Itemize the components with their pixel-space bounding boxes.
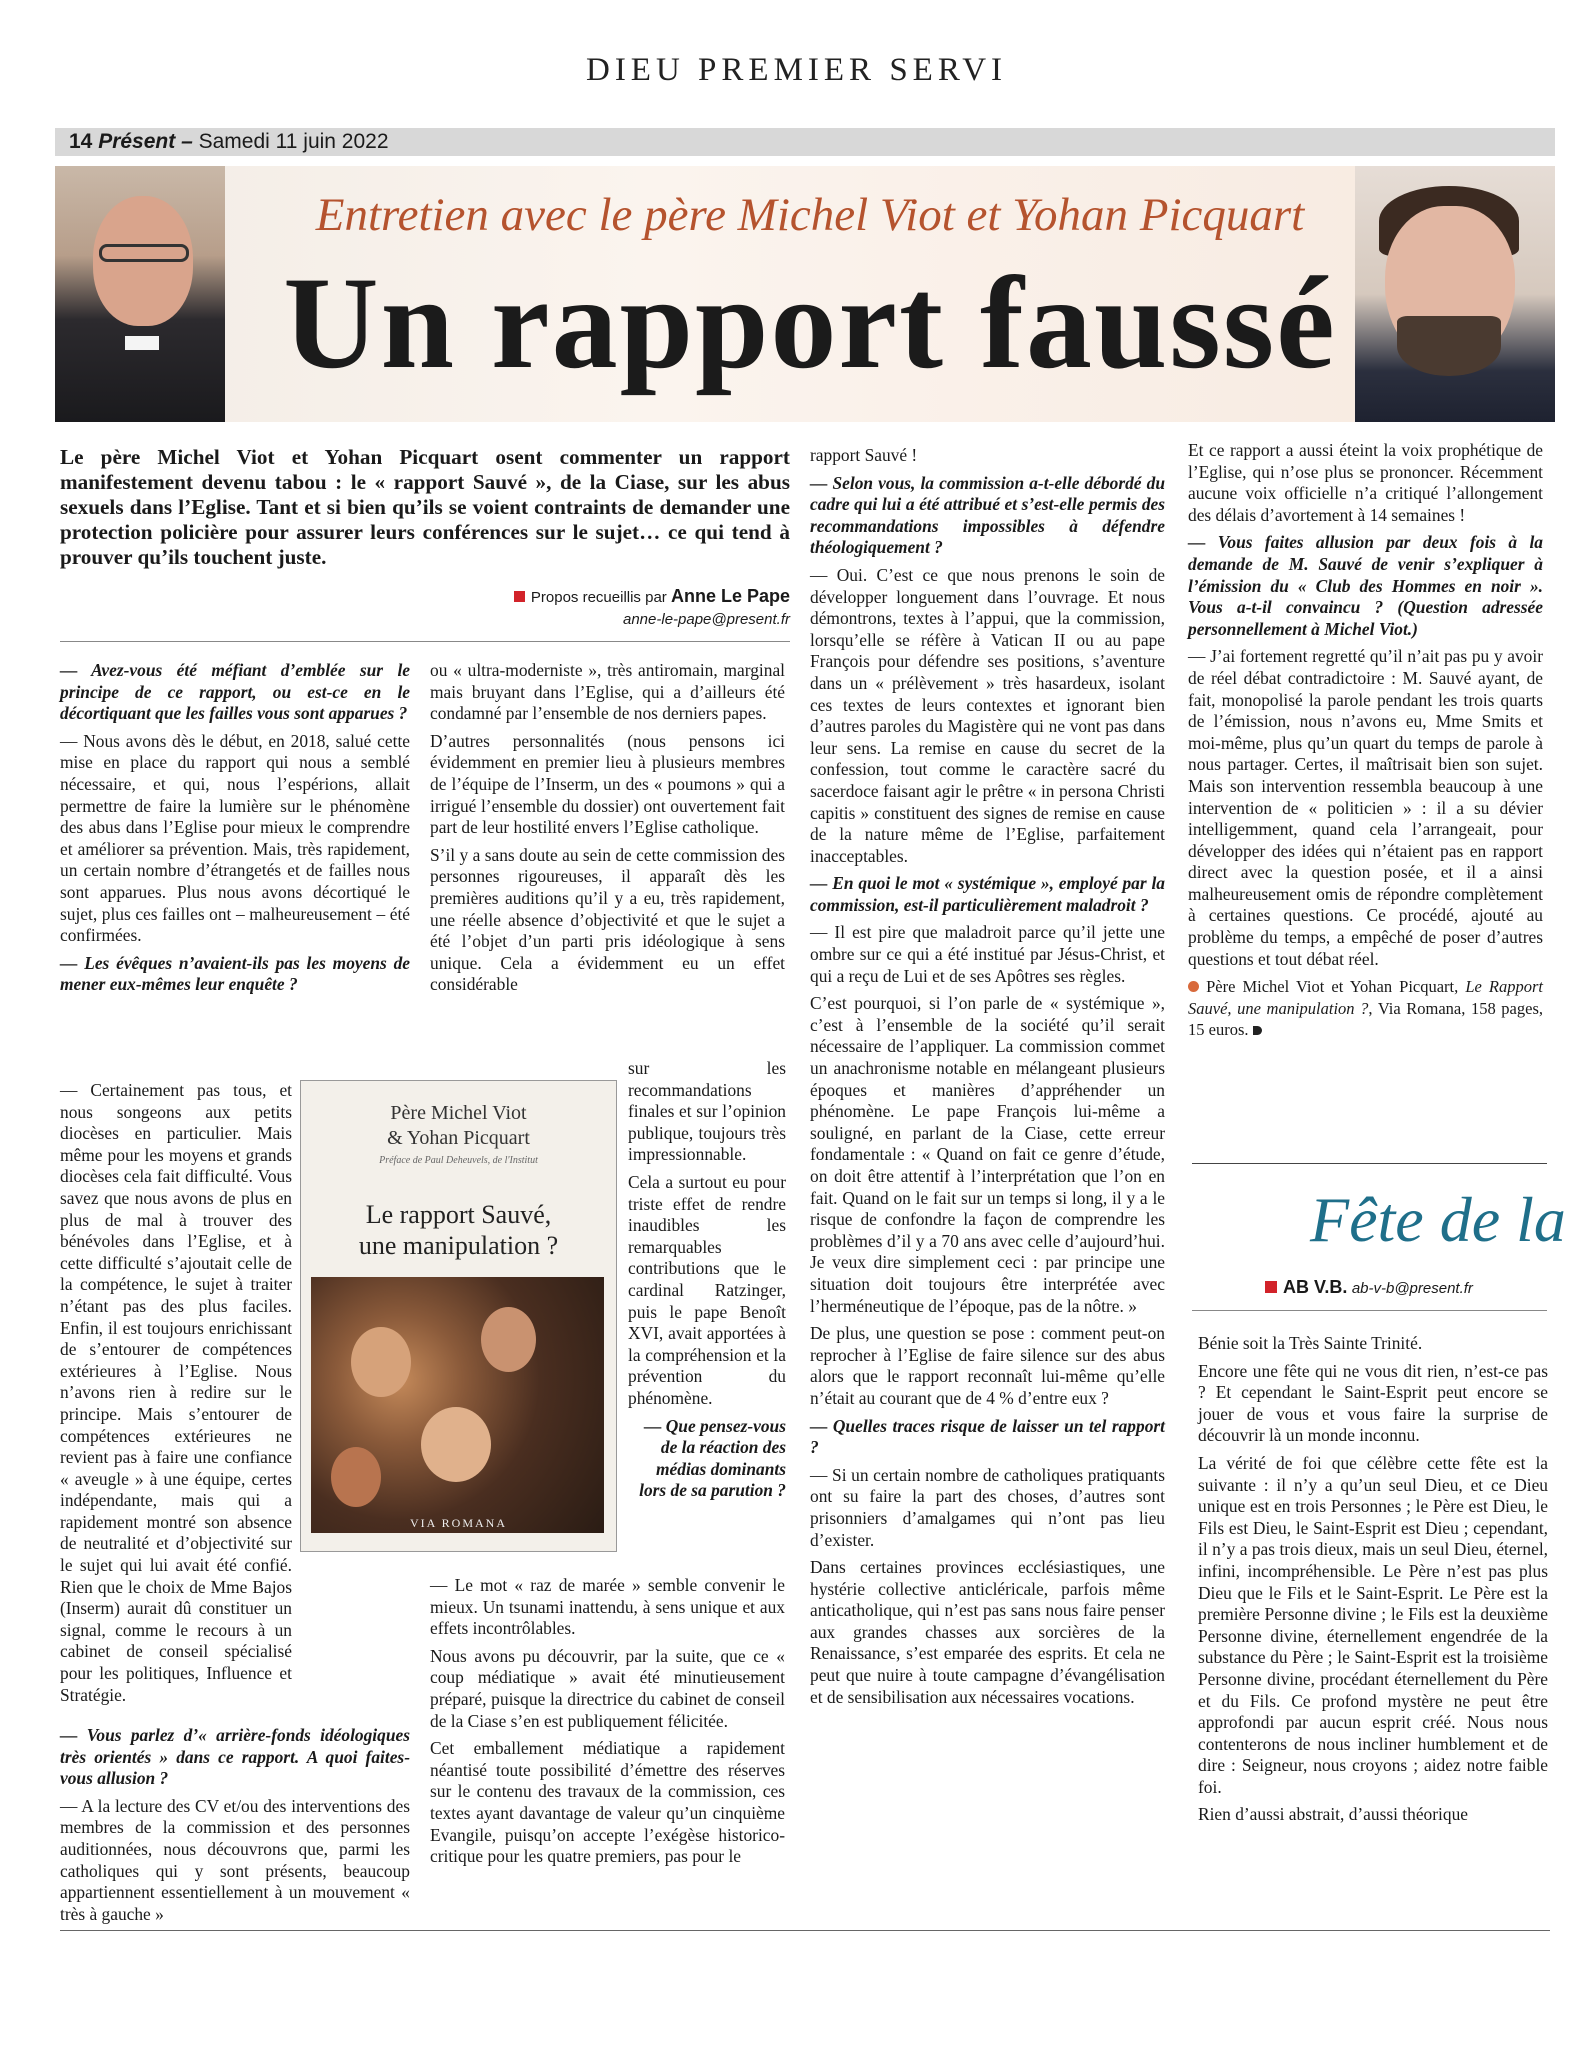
fete-email[interactable]: ab-v-b@present.fr	[1351, 1280, 1473, 1297]
paragraph: rapport Sauvé !	[810, 445, 918, 465]
paragraph: D’autres personnalités (nous pensons ici évidemment en premier lieu à plusieurs membres de l’équipe de l’Inserm, un des « poumons » qui a irrigué l’ensemble du dossier) ont ouvertement fait part de leur hostilité envers l’Eglise catholique.	[430, 730, 785, 838]
book-reference-details: , Via Romana, 158 pages, 15 euros.	[1188, 998, 1543, 1040]
book-author-line: & Yohan Picquart	[387, 1127, 530, 1149]
book-preface: Préface de Paul Deheuvels, de l'Institut	[379, 1155, 538, 1166]
paragraph: Et ce rapport a aussi éteint la voix prophétique de l’Eglise, qui n’ose plus se prononcer. Récemment aucune voix officielle n’a critiqué l’allongement des délais d’avortement à 14 semaines !	[1188, 440, 1543, 525]
column-2-side	[628, 1058, 786, 1508]
column-2	[430, 660, 785, 1002]
column-2-bottom	[430, 1575, 785, 1874]
article-lede: Le père Michel Viot et Yohan Picquart osent commenter un rapport manifestement devenu tabou : le « rapport Sauvé », de la Ciase, sur les abus sexuels dans l’Eglise. Tant et si bien qu’ils se voient contraints de demander une protection policière pour assurer leurs conférences sur le sujet… ce qui tend à prouver qu’ils touchent juste.	[60, 445, 790, 569]
answer: — Nous avons dès le début, en 2018, salué cette mise en place du rapport qui nous a semblé nécessaire, et qui, nous l’espérions, allait permettre de faire la lumière sur le phénomène des abus dans l’Eglise pour mieux le comprendre et améliorer sa prévention. Mais, très rapidement, un certain nombre d’étrangetés et de failles nous sont apparues. Plus nous avons décortiqué le sujet, plus ces failles ont – malheureusement – été confirmées.	[60, 730, 410, 946]
page-bottom-rule	[60, 1930, 1550, 1931]
fete-divider	[1192, 1310, 1547, 1311]
page-number: 14	[69, 130, 93, 153]
portrait-michel-viot	[55, 166, 225, 422]
column-4	[1188, 440, 1543, 1047]
issue-date: Samedi 11 juin 2022	[198, 130, 389, 153]
book-reference	[1188, 976, 1543, 1041]
byline-author: Anne Le Pape	[670, 586, 790, 606]
portrait-yohan-picquart	[1355, 166, 1555, 422]
answer: — A la lecture des CV et/ou des interventions des membres de la commission et des personnes auditionnées, nous découvrons que, parmi les catholiques qui y sont présents, beaucoup appartiennent essentiellement à un mouvement « très à gauche »	[60, 1795, 410, 1924]
fete-author: AB V.B.	[1283, 1277, 1348, 1297]
question: — Les évêques n’avaient-ils pas les moyens de mener eux-mêmes leur enquête ?	[60, 952, 410, 995]
fete-byline	[1265, 1277, 1555, 1298]
book-author-line: Père Michel Viot	[390, 1102, 527, 1124]
section-rubric: DIEU PREMIER SERVI	[585, 52, 1008, 88]
paragraph: C’est pourquoi, si l’on parle de « systémique », c’est à l’ensemble de la société qu’il serait nécessaire de l’appliquer. La commission commet un anachronisme notable en mélangeant plusieurs époques et manières d’appréhender un phénomène. Le pape François lui-même a souligné, en parlant de la Ciase, cette erreur fondamentale : « Quand on fait ce genre d’étude, on doit être attentif à l’interprétation que l’on en fait. Quand on le fait sur un temps si long, il y a le risque de confondre la façon de comprendre les problèmes d’il y a 70 ans avec celle d’aujourd’hui. Je veux dire simplement ceci : par principe une situation doit toujours être interprétée avec l’herméneutique de l’époque, pas de la nôtre. »	[810, 993, 1165, 1316]
book-cover	[300, 1080, 617, 1552]
column-1-narrow	[60, 1080, 292, 1712]
byline-email[interactable]: anne-le-pape@present.fr	[623, 611, 790, 628]
byline	[60, 585, 790, 631]
answer: — Oui. C’est ce que nous prenons le soin de développer longuement dans l’ouvrage. Et nous démontrons, textes à l’appui, que la commission, lorsqu’elle se réfère à Vatican II ou au pape François pour défendre ses positions, s’aventure dans un « prélèvement » très hasardeux, isolant ces textes de leurs contextes et ignorant bien d’autres paroles du Magistère qui ne vont pas dans leur sens. La remise en cause du secret de la confession, tout comme le caractère sacré du sacerdoce faisant agir le prêtre « in persona Christi capitis » constituent des signes de remise en cause de la nature même de l’Eglise, parfaitement inacceptables.	[810, 564, 1165, 866]
book-title	[301, 1199, 616, 1261]
paragraph: S’il y a sans doute au sein de cette commission des personnes rigoureuses, il apparaît dès les premières auditions qu’il y a eu, très rapidement, une réelle absence d’objectivité et que le sujet a été l’objet d’un parti pris idéologique à sens unique. Cela a évidemment eu un effet considérable	[430, 844, 785, 995]
byline-marker-icon	[1265, 1281, 1277, 1293]
question: — Vous parlez d’« arrière-fonds idéologiques très orientés » dans ce rapport. A quoi faites-vous allusion ?	[60, 1725, 410, 1789]
byline-prefix: Propos recueillis par	[530, 589, 667, 606]
book-reference-title: Le Rapport Sauvé, une manipulation ?	[1188, 977, 1543, 1018]
byline-divider	[60, 641, 790, 642]
answer: — J’ai fortement regretté qu’il n’ait pas pu y avoir de réel débat contradictoire : M. Sauvé ayant, de fait, monopolisé la parole pendant les trois quarts de l’émission, nous n’avons eu, Mme Smits et moi-même, plus qu’un quart du temps de parole à nous partager. Certes, il maîtrisait bien son sujet. Mais son intervention ressembla beaucoup à une intervention de « politicien » : il a su dévier intelligemment, quand cela l’arrangeait, pour développer des idées qui n’étaient pas en rapport direct avec la question posée, et il a ainsi malheureusement omis de répondre complètement à certaines questions. Ce procédé, ajouté au problème du temps, a empêché de poser d’autres questions et tout débat réel.	[1188, 646, 1543, 969]
paragraph: ou « ultra-moderniste », très antiromain, marginal mais bruyant dans l’Eglise, qui a d’ailleurs été condamné par l’ensemble de nos derniers papes.	[430, 660, 785, 724]
answer: — Certainement pas tous, et nous songeons aux petits diocèses en particulier. Mais même pour les moyens et grands diocèses cela fait difficulté. Vous savez que nous avons de plus en plus de mal à trouver des bénévoles dans l’Eglise, et à cette difficulté s’ajoutait celle de la compétence, le sujet à traiter n’étant pas des plus faciles. Enfin, il est toujours enrichissant de s’entourer de compétences extérieures à l’Eglise. Nous n’avons rien à redire sur le principe. Mais s’entourer de compétences extérieures ne revient pas à faire une confiance « aveugle » à une équipe, certes indépendante, mais qui a rapidement montré son absence de neutralité et d’objectivité sur le sujet qui lui avait été confié. Rien que le choix de Mme Bajos (Inserm) aurait dû constituer un signal, comme le recours à un cabinet de conseil spécialisé pour les politiques, Influence et Stratégie.	[60, 1080, 292, 1705]
book-title-line: Le rapport Sauvé,	[365, 1200, 552, 1229]
byline-marker-icon	[514, 591, 525, 602]
paragraph: De plus, une question se pose : comment peut-on reprocher à l’Eglise de faire silence sur des abus alors que le rapport reconnaît lui-même qu’elle n’était au courant que de 4 % d’entre eux ?	[810, 1323, 1165, 1408]
article-headline: Un rapport faussé	[283, 249, 1337, 396]
paragraph: sur les recommandations finales et sur l’opinion publique, toujours très impressionnable.	[628, 1058, 786, 1165]
paragraph: Cet emballement médiatique a rapidement néantisé toute possibilité d’émettre des réserves sur le contenu des travaux de la commission, ces textes ayant davantage de valeur qu’un cinquième Evangile, puisqu’on accepte l’exégèse historico-critique pour les quatre premiers, pas pour le	[430, 1738, 785, 1867]
page-folio	[55, 128, 1555, 156]
fete-column	[1198, 1333, 1548, 1832]
answer: — Le mot « raz de marée » semble convenir le mieux. Un tsunami inattendu, à sens unique et aux effets incontrôlables.	[430, 1575, 785, 1639]
book-reference-authors: Père Michel Viot et Yohan Picquart,	[1206, 977, 1459, 997]
question: — Vous faites allusion par deux fois à la demande de M. Sauvé de venir s’expliquer à l’émission du « Club des Hommes en noir ». Vous a-t-il convaincu ? (Question adressée personnellement à Michel Viot.)	[1188, 532, 1543, 639]
book-title-line: une manipulation ?	[358, 1231, 559, 1260]
book-author	[301, 1101, 616, 1151]
question: — Avez-vous été méfiant d’emblée sur le principe de ce rapport, ou est-ce en le décortiquant que les failles vous sont apparues ?	[60, 660, 410, 724]
question: — Que pensez-vous de la réaction des médias dominants lors de sa parution ?	[639, 1415, 786, 1501]
paragraph: Dans certaines provinces ecclésiastiques, une hystérie collective anticléricale, parfois même anticatholique, qui n’est pas sans nous faire penser aux grandes chasses aux sorcières de la Renaissance, s’est emparée des esprits. Et cela ne peut que nuire à toute campagne d’évangélisation et de sensibilisation aux nécessaires vocations.	[810, 1557, 1165, 1707]
paragraph: Rien d’aussi abstrait, d’aussi théorique	[1198, 1804, 1468, 1825]
section-divider	[1192, 1163, 1547, 1164]
column-1-bottom	[60, 1725, 410, 1931]
column-1	[60, 660, 410, 1002]
paragraph: Cela a surtout eu pour triste effet de rendre inaudibles les remarquables contributions que le cardinal Ratzinger, puis le pape Benoît XVI, avait apportées à la compréhension et la prévention du phénomène.	[628, 1171, 786, 1408]
column-3	[810, 445, 1165, 1714]
paragraph: Encore une fête qui ne vous dit rien, n’est-ce pas ? Et cependant le Saint-Esprit peut encore se jouer de vous et vous faire la surprise de découvrir là un monde inconnu.	[1198, 1360, 1548, 1446]
paragraph: Bénie soit la Très Sainte Trinité.	[1198, 1333, 1423, 1353]
answer: — Si un certain nombre de catholiques pratiquants ont su faire la part des choses, d’autres sont prisonniers d’amalgames qui n’ont pas lieu d’exister.	[810, 1464, 1165, 1550]
question: — En quoi le mot « systémique », employé par la commission, est-il particulièrement maladroit ?	[810, 873, 1165, 915]
bullet-icon	[1188, 981, 1199, 992]
article-header	[55, 166, 1555, 422]
question: — Quelles traces risque de laisser un tel rapport ?	[810, 1415, 1165, 1458]
fete-headline: Fête de la	[1310, 1184, 1566, 1255]
paragraph: Nous avons pu découvrir, par la suite, que ce « coup médiatique » avait été minutieusement préparé, puisque la directrice du cabinet de conseil de la Ciase s’en est publiquement félicitée.	[430, 1645, 785, 1731]
answer: — Il est pire que maladroit parce qu’il jette une ombre sur ce qui a été institué par Jésus-Christ, et qui a reçu de Lui et de ses Apôtres ses règles.	[810, 922, 1165, 986]
question: — Selon vous, la commission a-t-elle débordé du cadre qui lui a été attribué et s’est-elle permis des recommandations impossibles à défendre théologiquement ?	[810, 472, 1165, 558]
paragraph: La vérité de foi que célèbre cette fête est la suivante : il n’y a qu’un seul Dieu, et ce Dieu unique est en trois Personnes ; le Père est Dieu, le Fils est Dieu, le Saint-Esprit est Dieu ; cependant, il n’y a pas trois dieux, mais un seul Dieu, éternel, infini, incompréhensible. Le Père n’est pas plus Dieu que le Fils et le Saint-Esprit. Le Père est la première Personne divine ; le Fils est la deuxième Personne divine, éternellement engendrée de la substance du Père ; le Saint-Esprit est la troisième Personne divine, procédant éternellement du Père et du Fils. Ce profond mystère ne peut être approfondi par aucun esprit créé. Nous nous contenterons de nous incliner humblement et de dire : Seigneur, nous croyons ; aidez notre faible foi.	[1198, 1452, 1548, 1797]
article-kicker: Entretien avec le père Michel Viot et Yohan Picquart	[315, 189, 1305, 241]
book-publisher: VIA ROMANA	[409, 1516, 507, 1530]
newspaper-name: Présent –	[98, 130, 193, 153]
end-of-article-icon	[1253, 1026, 1262, 1035]
book-cover-painting	[311, 1277, 604, 1533]
